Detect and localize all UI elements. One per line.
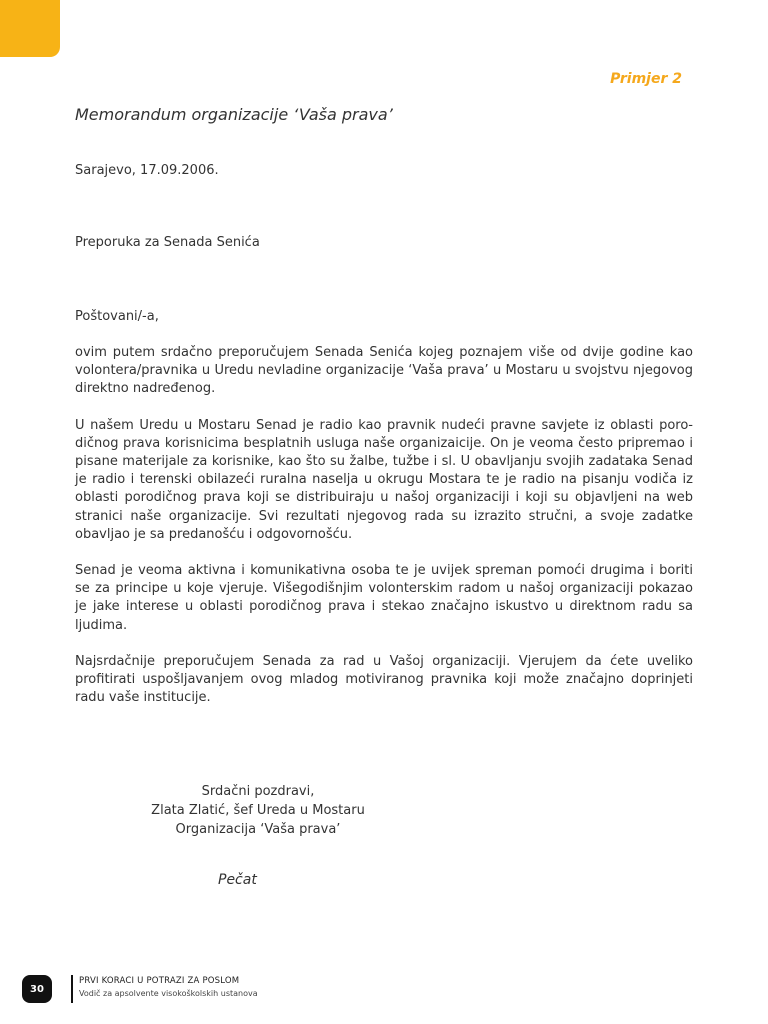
footer-title: PRVI KORACI U POTRAZI ZA POSLOM xyxy=(79,976,240,986)
place-date: Sarajevo, 17.09.2006. xyxy=(75,163,219,178)
footer-subtitle: Vodič za apsolvente visokoškolskih ustanova xyxy=(79,989,258,998)
organization: Organizacija ‘Vaša prava’ xyxy=(175,822,341,837)
paragraph: Najsrdačnije preporučujem Senada za rad u Vašoj organizaciji. Vjerujem da ćete uveliko profitirati uspošljavanjem ovog mladog motiviranog pravnika koji može značajno doprinjeti radu vaše institucije. xyxy=(75,653,693,706)
signatory: Zlata Zlatić, šef Ureda u Mostaru xyxy=(151,803,365,818)
signature-block xyxy=(130,782,386,839)
corner-tab xyxy=(0,0,60,57)
paragraph: Senad je veoma aktivna i komunikativna osoba te je uvijek spreman pomoći drugima i boriti se za principe u koje vjeruje. Višegodišnjim volonterskim radom u našoj organizaciji pokazao je jake interese u oblasti porodičnog prava i stekao značajno iskustvo u direktnom radu sa ljudima. xyxy=(75,563,693,633)
paragraph: ovim putem srdačno preporučujem Senada Senića kojeg poznajem više od dvije godine kao volontera/pravnika u Uredu nevladine organizacije ‘Vaša prava’ u Mostaru u svojstvu njegovog direktno nadređenog. xyxy=(75,345,693,397)
letter-body xyxy=(75,344,693,725)
closing: Srdačni pozdravi, xyxy=(201,784,315,799)
page-number-badge: 30 xyxy=(22,975,52,1003)
paragraph: U našem Uredu u Mostaru Senad je radio kao pravnik nudeći pravne savjete iz oblasti porodičnog prava korisnicima besplatnih usluga naše organizaicije. On je veoma često pripremao i pisane materijale za korisnike, kao što su žalbe, tužbe i sl. U obavljanju svojih zadataka Senad je radio i terenski obilazeći ruralna naselja u okrugu Mostara te je radio na pisanju vodiča iz oblasti porodičnog prava koji se distribuiraju u našoj organizaciji i koji su objavljeni na web stranici naše organizacije. Svi rezultati njegovog rada su izrazito stručni, a svoje zadatke obavljao je sa predanošću i odgovornošću. xyxy=(75,417,693,542)
salutation: Poštovani/-a, xyxy=(75,309,159,324)
stamp-label: Pečat xyxy=(218,872,257,888)
memo-title: Memorandum organizacije ‘Vaša prava’ xyxy=(75,105,393,124)
example-label: Primjer 2 xyxy=(610,71,682,87)
footer-divider xyxy=(71,975,73,1003)
letter-subject: Preporuka za Senada Senića xyxy=(75,235,260,250)
